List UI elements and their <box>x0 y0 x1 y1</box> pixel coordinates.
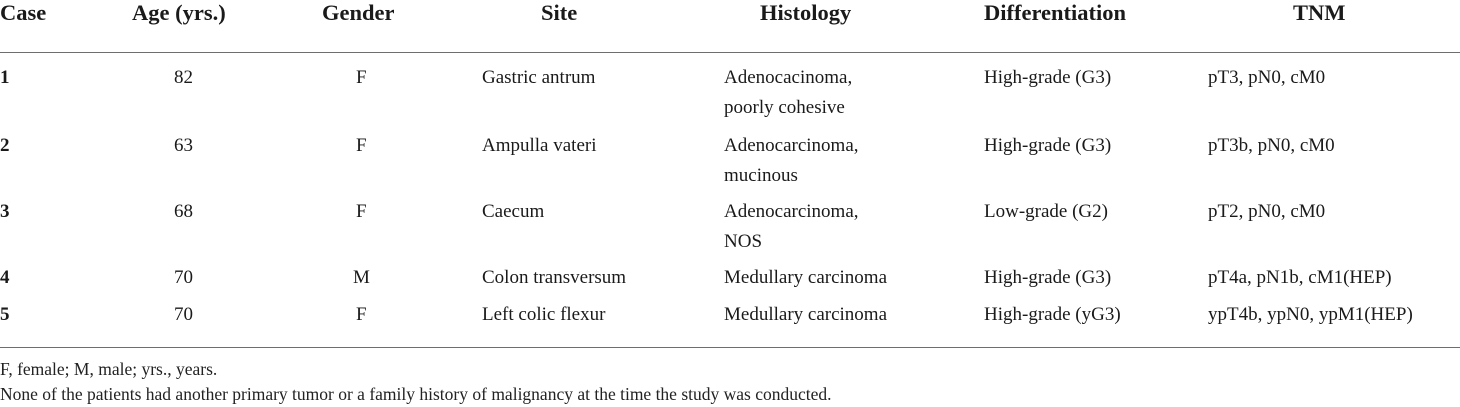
cell-age: 63 <box>174 135 193 156</box>
cell-histology-line1: Adenocarcinoma, <box>724 135 859 156</box>
cell-gender: M <box>353 267 370 288</box>
cell-differentiation: High-grade (yG3) <box>984 304 1121 325</box>
header-case: Case <box>0 0 47 25</box>
footnote-note: None of the patients had another primary tumor or a family history of malignancy at the time the study was conducted. <box>0 384 832 404</box>
cell-histology-line2: NOS <box>724 231 763 252</box>
cell-site: Colon transversum <box>482 267 627 288</box>
footnote-abbreviations: F, female; M, male; yrs., years. <box>0 359 218 379</box>
cell-differentiation: High-grade (G3) <box>984 135 1112 156</box>
cell-site: Ampulla vateri <box>482 135 597 156</box>
header-site: Site <box>541 0 578 25</box>
cell-differentiation: High-grade (G3) <box>984 267 1112 288</box>
cell-histology-line2: poorly cohesive <box>724 97 845 118</box>
table-header-row <box>0 0 1460 53</box>
cell-case: 3 <box>0 201 10 222</box>
cell-site: Caecum <box>482 201 545 222</box>
cell-tnm: ypT4b, ypN0, ypM1(HEP) <box>1208 304 1413 325</box>
cell-age: 70 <box>174 267 193 288</box>
cell-tnm: pT3b, pN0, cM0 <box>1208 135 1335 156</box>
cell-site: Left colic flexur <box>482 304 606 325</box>
cell-tnm: pT3, pN0, cM0 <box>1208 67 1326 88</box>
cell-histology-line1: Adenocarcinoma, <box>724 201 859 222</box>
cell-gender: F <box>356 304 367 325</box>
cell-tnm: pT2, pN0, cM0 <box>1208 201 1326 222</box>
cell-case: 1 <box>0 67 10 88</box>
cell-age: 68 <box>174 201 193 222</box>
cell-age: 82 <box>174 67 193 88</box>
cell-tnm: pT4a, pN1b, cM1(HEP) <box>1208 267 1392 288</box>
cell-gender: F <box>356 201 367 222</box>
header-age: Age (yrs.) <box>132 0 226 25</box>
cell-differentiation: Low-grade (G2) <box>984 201 1108 222</box>
cell-site: Gastric antrum <box>482 67 596 88</box>
header-gender: Gender <box>322 0 395 25</box>
header-differentiation: Differentiation <box>984 0 1127 25</box>
header-histology: Histology <box>760 0 852 25</box>
cell-histology-line1: Medullary carcinoma <box>724 267 888 288</box>
cell-gender: F <box>356 67 367 88</box>
header-tnm: TNM <box>1293 0 1346 25</box>
cell-case: 2 <box>0 135 10 156</box>
cell-histology-line2: mucinous <box>724 165 798 186</box>
cell-histology-line1: Adenocacinoma, <box>724 67 853 88</box>
cell-differentiation: High-grade (G3) <box>984 67 1112 88</box>
table-bottom-rule <box>0 347 1460 348</box>
cell-case: 5 <box>0 304 10 325</box>
cell-case: 4 <box>0 267 10 288</box>
cell-gender: F <box>356 135 367 156</box>
cell-histology-line1: Medullary carcinoma <box>724 304 888 325</box>
cell-age: 70 <box>174 304 193 325</box>
